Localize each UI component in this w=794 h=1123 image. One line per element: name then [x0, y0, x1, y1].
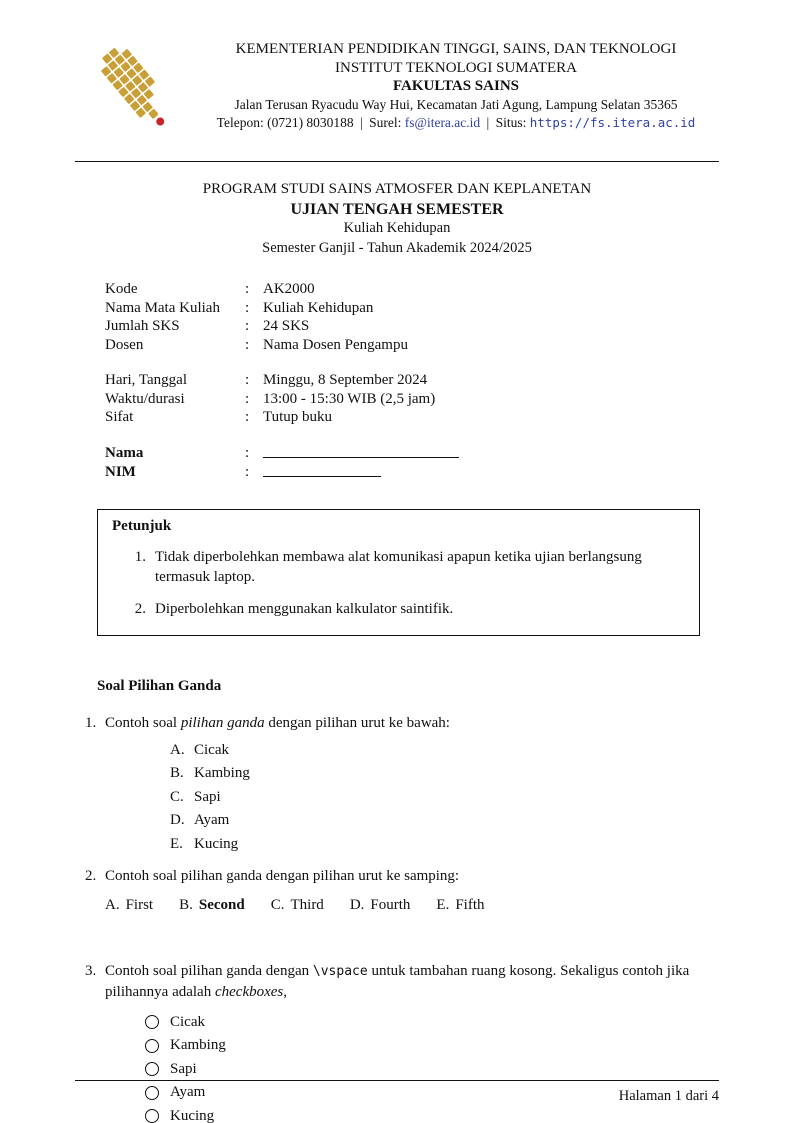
item-number: 1.	[134, 548, 146, 565]
faculty-name: FAKULTAS SAINS	[392, 78, 519, 94]
letterhead-divider	[75, 161, 719, 162]
site-label: Situs:	[495, 114, 527, 130]
item-text: Diperbolehkan menggunakan kalkulator saintifik.	[155, 600, 454, 617]
option-text: Kucing	[170, 1107, 215, 1123]
petunjuk-item	[124, 547, 685, 587]
petunjuk-box	[97, 509, 700, 636]
option-text: Ayam	[170, 1084, 206, 1100]
colon: :	[245, 390, 250, 407]
meta-label: Jumlah SKS	[105, 318, 180, 334]
website-link[interactable]: https://fs.itera.ac.id	[529, 114, 696, 130]
ministry-name: KEMENTERIAN PENDIDIKAN TINGGI, SAINS, DAN TEKNOLOGI	[235, 41, 677, 57]
petunjuk-title: Petunjuk	[112, 517, 172, 534]
question-text: Contoh soal pilihan ganda dengan \vspace untuk tambahan ruang kosong. Sekaligus contoh jika pilihannya adalah checkboxes,	[105, 962, 690, 1000]
colon: :	[245, 444, 250, 461]
colon: :	[245, 464, 250, 480]
institute-name: INSTITUT TEKNOLOGI SUMATERA	[335, 59, 577, 76]
question-text: Contoh soal pilihan ganda dengan pilihan urut ke bawah:	[105, 714, 450, 731]
meta-row-jumlah-sks	[105, 317, 719, 336]
semester-title: Semester Ganjil - Tahun Akademik 2024/2025	[262, 239, 532, 256]
page-footer	[75, 1080, 719, 1105]
email-label: Surel:	[369, 114, 402, 130]
radio-circle-icon	[145, 1062, 159, 1076]
option-e: E. Fifth	[436, 896, 485, 913]
option-c: C. Third	[270, 896, 324, 913]
option-d	[170, 813, 719, 828]
checkbox-option	[145, 1062, 719, 1077]
course-title: Kuliah Kehidupan	[343, 220, 451, 236]
nim-blank-line	[263, 463, 381, 477]
colon: :	[245, 409, 250, 425]
option-text: Cicak	[170, 1013, 205, 1030]
option-a: A. First	[105, 896, 154, 913]
separator: |	[360, 114, 363, 130]
meta-label: Nama	[105, 444, 144, 461]
nama-blank-line	[263, 444, 459, 458]
colon: :	[245, 299, 250, 316]
option-b: B. Second	[179, 896, 245, 913]
title-block	[75, 180, 719, 258]
option-letter: E.	[170, 835, 183, 852]
petunjuk-item	[124, 599, 685, 619]
colon: :	[245, 372, 250, 388]
meta-value: Nama Dosen Pengampu	[263, 336, 408, 353]
option-text: Sapi	[170, 1060, 197, 1077]
colon: :	[245, 281, 250, 297]
meta-label: Sifat	[105, 409, 134, 425]
question-1	[85, 713, 719, 734]
meta-value: Tutup buku	[263, 409, 333, 425]
option-text: Kambing	[170, 1037, 226, 1053]
item-number: 2.	[134, 600, 146, 617]
itera-crystal-logo-icon	[75, 42, 171, 142]
question-2-options	[105, 897, 719, 913]
exam-meta	[105, 280, 719, 483]
meta-row-nim-fill	[105, 463, 719, 483]
meta-row-sifat	[105, 408, 719, 427]
radio-circle-icon	[145, 1109, 159, 1123]
exam-title: UJIAN TENGAH SEMESTER	[290, 200, 504, 218]
option-letter: D.	[170, 812, 185, 828]
option-letter: B.	[170, 765, 184, 781]
option-letter: A.	[170, 741, 185, 758]
colon: :	[245, 336, 250, 353]
section-title: Soal Pilihan Ganda	[97, 677, 222, 694]
meta-value: Minggu, 8 September 2024	[263, 372, 428, 388]
question-2	[85, 866, 719, 887]
checkbox-option	[145, 1015, 719, 1030]
item-text: Tidak diperbolehkan membawa alat komunikasi apapun ketika ujian berlangsung termasuk laptop.	[155, 548, 642, 585]
option-text: Sapi	[194, 788, 221, 805]
meta-value: 24 SKS	[263, 318, 310, 334]
phone-text: Telepon: (0721) 8030188	[216, 114, 354, 130]
meta-row-kode	[105, 280, 719, 299]
option-text: Ayam	[194, 812, 230, 828]
itera-logo	[75, 40, 193, 147]
meta-label: Nama Mata Kuliah	[105, 299, 220, 316]
option-d: D. Fourth	[349, 896, 411, 913]
letterhead-text	[193, 40, 719, 132]
radio-circle-icon	[145, 1039, 159, 1053]
page-number: Halaman 1 dari 4	[618, 1088, 719, 1104]
colon: :	[245, 318, 250, 334]
meta-label: Dosen	[105, 336, 144, 353]
meta-label: NIM	[105, 464, 136, 480]
separator: |	[486, 114, 490, 130]
option-a	[170, 743, 719, 758]
meta-value: 13:00 - 15:30 WIB (2,5 jam)	[263, 390, 436, 407]
option-letter: C.	[170, 788, 184, 805]
meta-value: Kuliah Kehidupan	[263, 299, 374, 316]
meta-row-nama-fill	[105, 444, 719, 464]
question-number: 2.	[85, 867, 97, 884]
question-text: Contoh soal pilihan ganda dengan pilihan urut ke samping:	[105, 867, 460, 884]
contact-line	[193, 114, 719, 132]
question-3	[85, 961, 719, 1003]
option-text: Cicak	[194, 741, 229, 758]
question-1-options	[170, 743, 719, 852]
option-text: Kucing	[194, 835, 239, 852]
meta-label: Kode	[105, 281, 138, 297]
checkbox-option	[145, 1038, 719, 1053]
footer-divider	[75, 1080, 719, 1081]
meta-row-hari-tanggal	[105, 371, 719, 390]
vspace-code: \vspace	[312, 963, 368, 979]
meta-label: Waktu/durasi	[105, 390, 185, 407]
meta-value: AK2000	[263, 281, 315, 297]
program-title: PROGRAM STUDI SAINS ATMOSFER DAN KEPLANETAN	[202, 181, 592, 197]
radio-circle-icon	[145, 1015, 159, 1029]
question-number: 1.	[85, 714, 97, 731]
email-link[interactable]: fs@itera.ac.id	[404, 114, 481, 130]
option-c	[170, 790, 719, 805]
address-line: Jalan Terusan Ryacudu Way Hui, Kecamatan Jati Agung, Lampung Selatan 35365	[234, 96, 678, 112]
question-3-options	[145, 1015, 719, 1123]
checkbox-option	[145, 1109, 719, 1123]
option-b	[170, 766, 719, 781]
meta-label: Hari, Tanggal	[105, 372, 187, 388]
meta-row-dosen	[105, 336, 719, 355]
meta-row-waktu-durasi	[105, 390, 719, 409]
letterhead	[75, 40, 719, 147]
question-number: 3.	[85, 962, 97, 979]
option-e	[170, 837, 719, 852]
meta-row-nama-mata-kuliah	[105, 299, 719, 318]
option-text: Kambing	[194, 765, 250, 781]
